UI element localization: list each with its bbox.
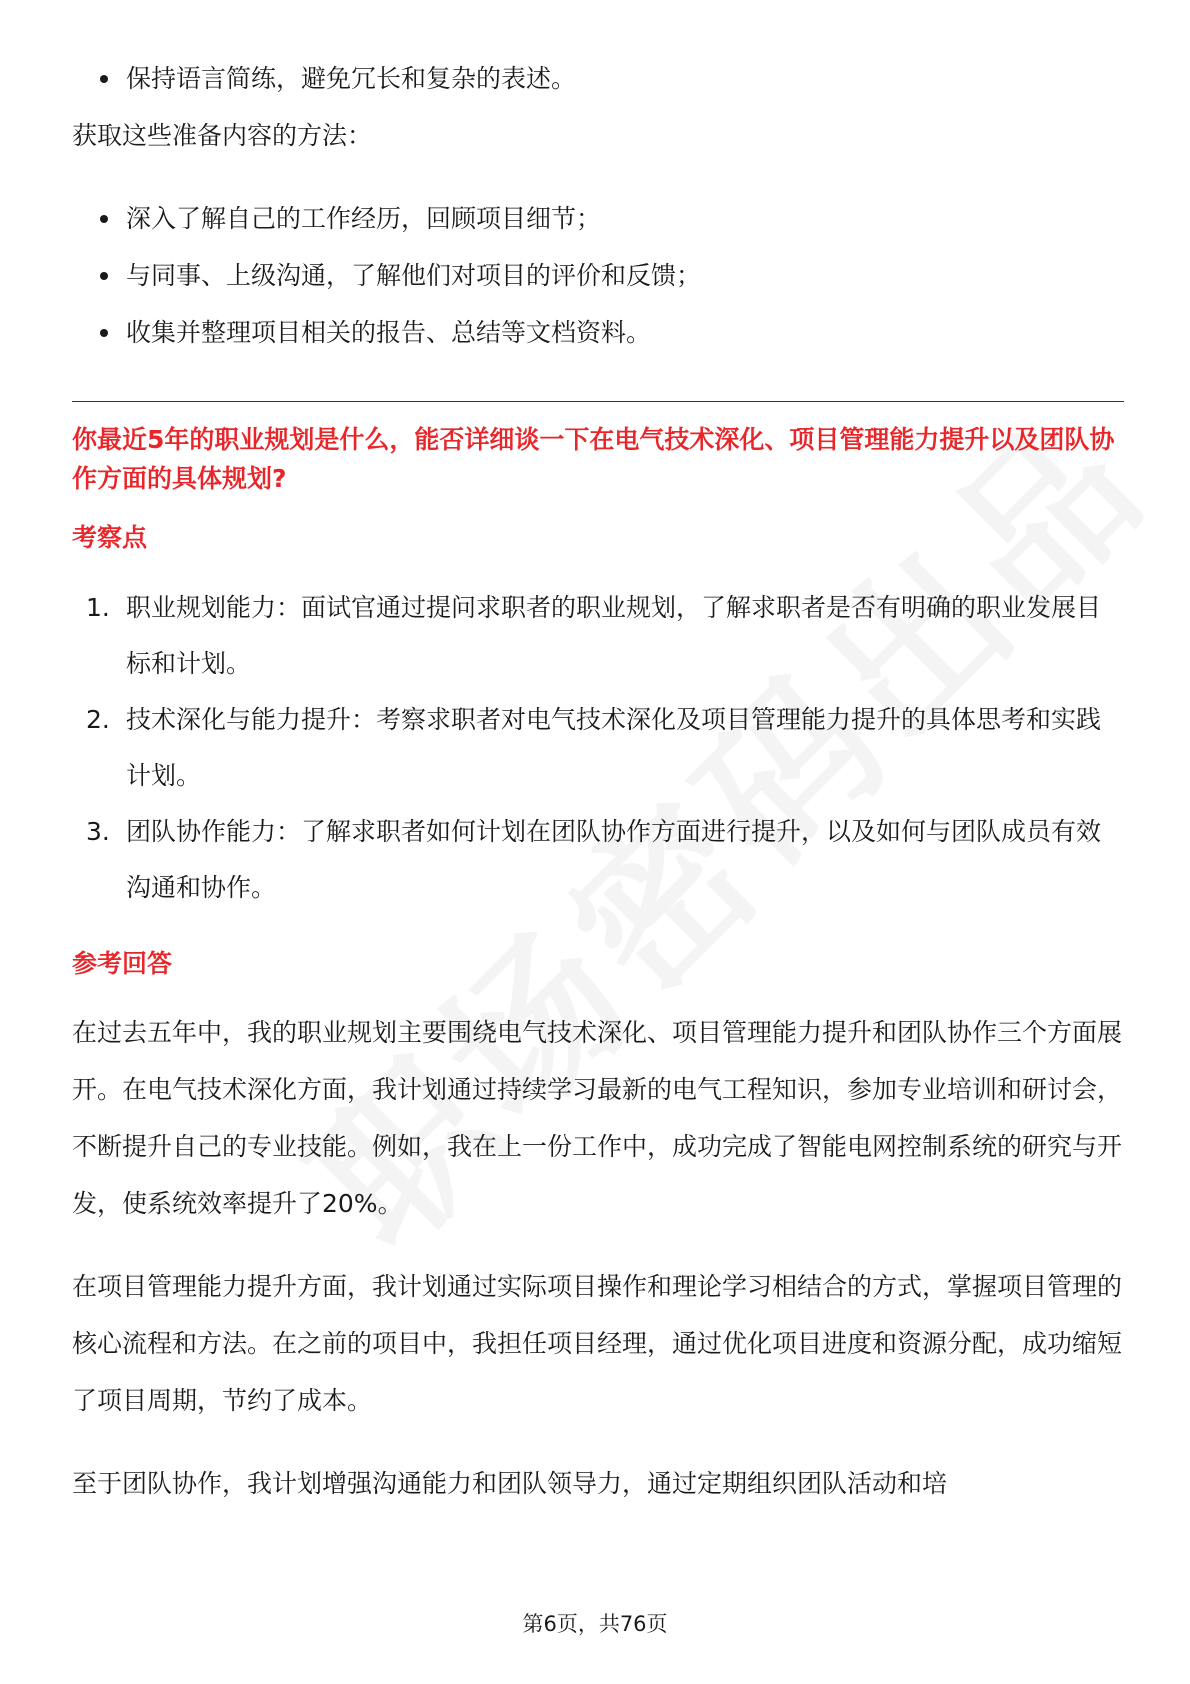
list-item-text: 保持语言简练，避免冗长和复杂的表述。 <box>126 64 577 93</box>
section-divider <box>72 401 1124 402</box>
bullet-dot-icon <box>100 272 108 280</box>
document-page <box>72 0 1124 1512</box>
list-item-text: 职业规划能力：面试官通过提问求职者的职业规划，了解求职者是否有明确的职业发展目标和计划。 <box>126 593 1102 678</box>
list-item <box>72 804 1124 916</box>
question-heading: 你最近5年的职业规划是什么，能否详细谈一下在电气技术深化、项目管理能力提升以及团队协作方面的具体规划? <box>72 425 1115 493</box>
answer-paragraph: 在过去五年中，我的职业规划主要围绕电气技术深化、项目管理能力提升和团队协作三个方面展开。在电气技术深化方面，我计划通过持续学习最新的电气工程知识，参加专业培训和研讨会，不断提升自己的专业技能。例如，我在上一份工作中，成功完成了智能电网控制系统的研究与开发，使系统效率提升了20%。 <box>72 1018 1123 1218</box>
bullet-dot-icon <box>100 329 108 337</box>
list-item <box>72 580 1124 692</box>
list-item <box>72 692 1124 804</box>
list-item-text: 团队协作能力：了解求职者如何计划在团队协作方面进行提升，以及如何与团队成员有效沟通和协作。 <box>126 817 1102 902</box>
list-item <box>72 247 1124 304</box>
list-number: 2. <box>86 705 110 734</box>
list-number: 1. <box>86 593 110 622</box>
methods-heading: 获取这些准备内容的方法： <box>72 121 373 150</box>
answer-heading: 参考回答 <box>72 949 173 978</box>
answer-paragraph: 至于团队协作，我计划增强沟通能力和团队领导力，通过定期组织团队活动和培 <box>72 1469 948 1498</box>
page-footer: 第6页，共76页 <box>522 1612 668 1636</box>
list-number: 3. <box>86 817 110 846</box>
list-item-text: 深入了解自己的工作经历，回顾项目细节； <box>126 204 602 233</box>
list-item-text: 收集并整理项目相关的报告、总结等文档资料。 <box>126 318 652 347</box>
list-item-text: 技术深化与能力提升：考察求职者对电气技术深化及项目管理能力提升的具体思考和实践计划。 <box>126 705 1102 790</box>
method-bullet-list <box>72 190 1124 361</box>
intro-bullet-list <box>72 50 1124 107</box>
list-item <box>72 304 1124 361</box>
points-heading: 考察点 <box>72 523 148 552</box>
list-item <box>72 190 1124 247</box>
bullet-dot-icon <box>100 215 108 223</box>
list-item-text: 与同事、上级沟通，了解他们对项目的评价和反馈； <box>126 261 702 290</box>
bullet-dot-icon <box>100 75 108 83</box>
points-list <box>72 580 1124 916</box>
list-item <box>72 50 1124 107</box>
answer-paragraph: 在项目管理能力提升方面，我计划通过实际项目操作和理论学习相结合的方式，掌握项目管理的核心流程和方法。在之前的项目中，我担任项目经理，通过优化项目进度和资源分配，成功缩短了项目周期，节约了成本。 <box>72 1272 1123 1415</box>
